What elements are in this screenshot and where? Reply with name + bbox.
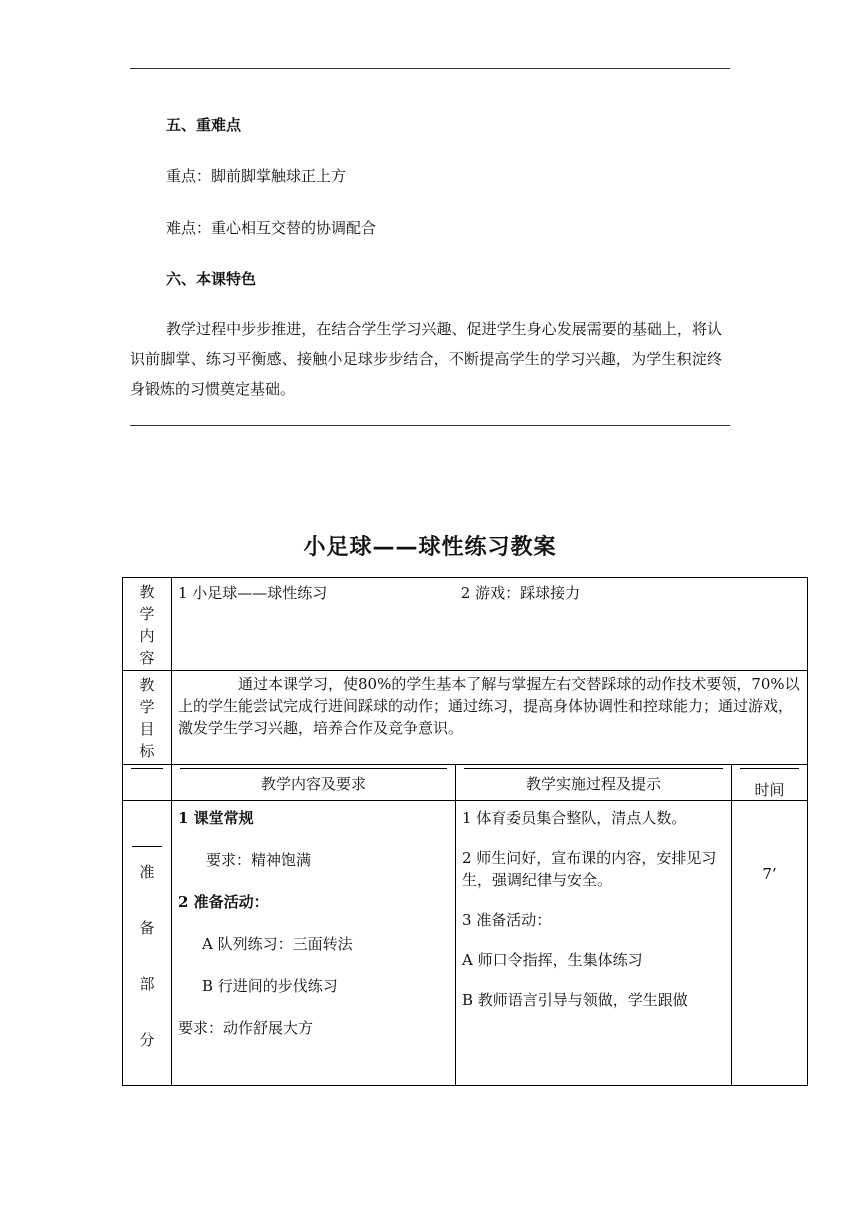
goal-text-content: 通过本课学习，使80%的学生基本了解与掌握左右交替踩球的动作技术要领，70%以上的学生能尝试完成行进间踩球的动作；通过练习，提高身体协调性和控球能力；通过游戏，激发学生学习兴趣，培养合作及竞争意识。 xyxy=(178,675,800,737)
prep-label-char: 准 xyxy=(139,863,155,881)
prep-process xyxy=(456,801,732,1086)
header-process xyxy=(456,765,732,801)
top-rule xyxy=(130,68,730,69)
prep-content xyxy=(172,801,456,1086)
goal-label-char: 标 xyxy=(139,742,155,760)
goal-label xyxy=(123,671,172,765)
page-title: 小足球——球性练习教案 xyxy=(303,535,557,560)
prep-process-item: 1 体育委员集合整队，清点人数。 xyxy=(462,809,687,827)
prep-label-char: 分 xyxy=(139,1031,155,1049)
content-row xyxy=(123,578,808,671)
section6-body: 教学过程中步步推进，在结合学生学习兴趣、促进学生身心发展需要的基础上，将认识前脚掌、练习平衡感、接触小足球步步结合，不断提高学生的学习兴趣，为学生积淀终身锻炼的习惯奠定基础。 xyxy=(130,320,722,398)
section5-heading: 五、重难点 xyxy=(166,116,242,134)
goal-row xyxy=(123,671,808,765)
prep-label-char: 部 xyxy=(139,975,155,993)
content-label-char: 教 xyxy=(139,583,155,601)
section6-heading: 六、本课特色 xyxy=(166,270,257,288)
content-label-char: 学 xyxy=(139,605,155,623)
section-rule xyxy=(130,425,730,426)
content-label xyxy=(123,578,172,671)
prep-time: 7’ xyxy=(732,801,808,1086)
prep-content-item: 2 准备活动： xyxy=(178,893,269,911)
header-time-text: 时间 xyxy=(754,781,785,799)
prep-row xyxy=(123,801,808,1086)
prep-content-item: 1 课堂常规 xyxy=(178,809,254,827)
prep-content-item: 要求：动作舒展大方 xyxy=(178,1019,314,1037)
header-process-text: 教学实施过程及提示 xyxy=(525,775,661,793)
header-row xyxy=(123,765,808,801)
content-item-2: 2 游戏：踩球接力 xyxy=(460,584,581,602)
header-content-req-text: 教学内容及要求 xyxy=(260,775,366,793)
goal-text xyxy=(172,671,808,765)
header-time xyxy=(732,765,808,801)
prep-process-item: 2 师生问好，宣布课的内容，安排见习生，强调纪律与安全。 xyxy=(462,849,717,889)
prep-label-char: 备 xyxy=(139,919,155,937)
key-point-text: 重点：脚前脚掌触球正上方 xyxy=(166,167,347,185)
goal-label-char: 学 xyxy=(139,698,155,716)
header-blank xyxy=(123,765,172,801)
goal-label-char: 教 xyxy=(139,676,155,694)
content-cell xyxy=(172,578,808,671)
prep-process-item: B 教师语言引导与领做，学生跟做 xyxy=(462,991,688,1009)
prep-content-item: B 行进间的步伐练习 xyxy=(202,977,338,995)
prep-label xyxy=(123,801,172,1086)
content-label-char: 内 xyxy=(139,627,155,645)
content-item-1: 1 小足球——球性练习 xyxy=(178,584,328,602)
header-content-req xyxy=(172,765,456,801)
prep-content-item: 要求：精神饱满 xyxy=(206,851,312,869)
goal-label-char: 目 xyxy=(139,720,155,738)
content-label-char: 容 xyxy=(139,649,155,667)
prep-content-item: A 队列练习：三面转法 xyxy=(202,935,353,953)
prep-process-item: 3 准备活动： xyxy=(462,911,552,929)
prep-process-item: A 师口令指挥，生集体练习 xyxy=(462,951,643,969)
lesson-plan-table xyxy=(122,577,808,1086)
difficulty-text: 难点：重心相互交替的协调配合 xyxy=(166,219,377,237)
